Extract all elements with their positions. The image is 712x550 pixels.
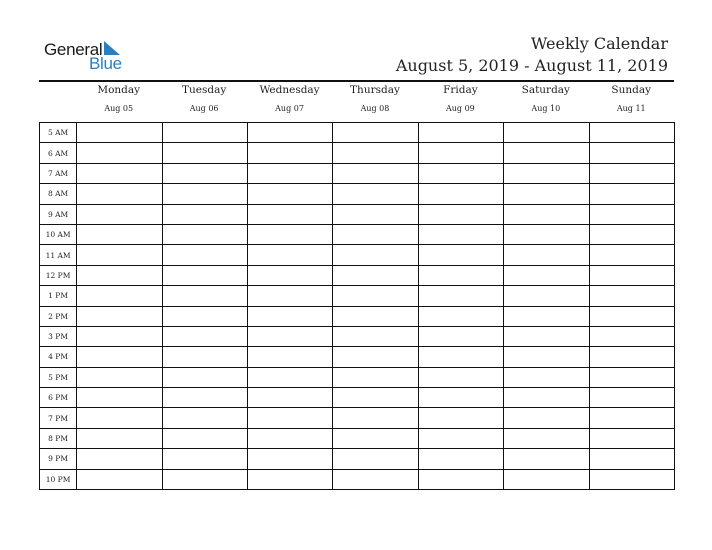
time-slot-saturday[interactable] [504, 408, 589, 428]
time-slot-friday[interactable] [418, 449, 503, 469]
time-slot-wednesday[interactable] [247, 143, 332, 163]
day-date: Aug 10 [531, 104, 561, 113]
time-slot-tuesday[interactable] [162, 469, 247, 489]
time-slot-saturday[interactable] [504, 286, 589, 306]
day-name: Friday [443, 84, 478, 96]
time-label: 5 PM [40, 367, 77, 387]
time-slot-tuesday[interactable] [162, 408, 247, 428]
day-date: Aug 05 [104, 104, 134, 113]
time-slot-tuesday[interactable] [162, 347, 247, 367]
time-slot-monday[interactable] [77, 428, 162, 448]
date-range: August 5, 2019 - August 11, 2019 [395, 56, 668, 75]
time-slot-sunday[interactable] [589, 204, 674, 224]
time-slot-thursday[interactable] [333, 367, 418, 387]
time-slot-friday[interactable] [418, 245, 503, 265]
time-slot-friday[interactable] [418, 265, 503, 285]
time-slot-wednesday[interactable] [247, 326, 332, 346]
day-header-wednesday [247, 82, 332, 120]
time-label: 7 PM [40, 408, 77, 428]
time-slot-monday[interactable] [77, 204, 162, 224]
time-slot-sunday[interactable] [589, 469, 674, 489]
time-slot-sunday[interactable] [589, 184, 674, 204]
day-headers [76, 82, 674, 120]
time-slot-thursday[interactable] [333, 449, 418, 469]
day-name: Tuesday [181, 84, 227, 96]
time-slot-wednesday[interactable] [247, 265, 332, 285]
time-row [40, 469, 675, 489]
time-label: 5 AM [40, 123, 77, 143]
time-slot-friday[interactable] [418, 143, 503, 163]
time-slot-monday[interactable] [77, 449, 162, 469]
time-slot-thursday[interactable] [333, 428, 418, 448]
time-row [40, 326, 675, 346]
page-title: Weekly Calendar [530, 34, 668, 53]
time-slot-monday[interactable] [77, 123, 162, 143]
time-slot-thursday[interactable] [333, 184, 418, 204]
time-slot-monday[interactable] [77, 143, 162, 163]
time-slot-saturday[interactable] [504, 245, 589, 265]
time-slot-sunday[interactable] [589, 408, 674, 428]
logo-triangle-icon [102, 41, 120, 55]
time-slot-saturday[interactable] [504, 449, 589, 469]
time-label: 11 AM [40, 245, 77, 265]
time-row [40, 286, 675, 306]
time-slot-wednesday[interactable] [247, 449, 332, 469]
time-slot-friday[interactable] [418, 184, 503, 204]
time-slot-monday[interactable] [77, 469, 162, 489]
time-slot-thursday[interactable] [333, 286, 418, 306]
time-slot-friday[interactable] [418, 367, 503, 387]
time-slot-saturday[interactable] [504, 428, 589, 448]
time-slot-monday[interactable] [77, 388, 162, 408]
time-slot-friday[interactable] [418, 224, 503, 244]
day-date: Aug 09 [446, 104, 475, 113]
time-row [40, 388, 675, 408]
time-slot-thursday[interactable] [333, 143, 418, 163]
time-slot-sunday[interactable] [589, 449, 674, 469]
time-label: 8 PM [40, 428, 77, 448]
time-row [40, 163, 675, 183]
time-slot-tuesday[interactable] [162, 449, 247, 469]
time-slot-friday[interactable] [418, 326, 503, 346]
time-slot-wednesday[interactable] [247, 306, 332, 326]
day-header-saturday [503, 82, 588, 120]
time-slot-thursday[interactable] [333, 326, 418, 346]
time-slot-wednesday[interactable] [247, 347, 332, 367]
time-slot-saturday[interactable] [504, 326, 589, 346]
time-slot-sunday[interactable] [589, 388, 674, 408]
time-slot-monday[interactable] [77, 184, 162, 204]
time-slot-wednesday[interactable] [247, 224, 332, 244]
time-slot-saturday[interactable] [504, 163, 589, 183]
day-header-tuesday [161, 82, 246, 120]
time-row [40, 306, 675, 326]
time-slot-tuesday[interactable] [162, 388, 247, 408]
time-slot-wednesday[interactable] [247, 388, 332, 408]
time-slot-saturday[interactable] [504, 347, 589, 367]
time-slot-sunday[interactable] [589, 265, 674, 285]
time-slot-monday[interactable] [77, 163, 162, 183]
time-slot-wednesday[interactable] [247, 123, 332, 143]
time-slot-thursday[interactable] [333, 245, 418, 265]
time-slot-saturday[interactable] [504, 265, 589, 285]
time-slot-sunday[interactable] [589, 123, 674, 143]
time-slot-monday[interactable] [77, 245, 162, 265]
time-row [40, 347, 675, 367]
time-label: 12 PM [40, 265, 77, 285]
time-slot-monday[interactable] [77, 347, 162, 367]
time-row [40, 184, 675, 204]
time-slot-wednesday[interactable] [247, 245, 332, 265]
time-slot-sunday[interactable] [589, 286, 674, 306]
time-slot-tuesday[interactable] [162, 184, 247, 204]
time-slot-tuesday[interactable] [162, 306, 247, 326]
time-slot-monday[interactable] [77, 286, 162, 306]
time-slot-tuesday[interactable] [162, 428, 247, 448]
time-slot-saturday[interactable] [504, 204, 589, 224]
time-slot-sunday[interactable] [589, 428, 674, 448]
time-slot-friday[interactable] [418, 347, 503, 367]
time-slot-saturday[interactable] [504, 388, 589, 408]
time-slot-wednesday[interactable] [247, 204, 332, 224]
time-slot-friday[interactable] [418, 163, 503, 183]
time-slot-friday[interactable] [418, 408, 503, 428]
time-slot-tuesday[interactable] [162, 326, 247, 346]
day-date: Aug 06 [189, 104, 219, 113]
day-name: Monday [97, 84, 141, 96]
time-label: 2 PM [40, 306, 77, 326]
time-row [40, 224, 675, 244]
time-label: 9 AM [40, 204, 77, 224]
time-slot-saturday[interactable] [504, 184, 589, 204]
time-slot-saturday[interactable] [504, 143, 589, 163]
time-slot-sunday[interactable] [589, 347, 674, 367]
time-slot-tuesday[interactable] [162, 265, 247, 285]
time-slot-saturday[interactable] [504, 224, 589, 244]
time-row [40, 265, 675, 285]
day-name: Wednesday [259, 84, 320, 96]
logo-text-blue: Blue [89, 54, 122, 73]
time-slot-saturday[interactable] [504, 469, 589, 489]
day-header-thursday [332, 82, 417, 120]
time-slot-tuesday[interactable] [162, 123, 247, 143]
time-row [40, 204, 675, 224]
time-slot-monday[interactable] [77, 326, 162, 346]
time-slot-friday[interactable] [418, 388, 503, 408]
time-slot-friday[interactable] [418, 428, 503, 448]
time-label: 8 AM [40, 184, 77, 204]
time-slot-sunday[interactable] [589, 326, 674, 346]
time-slot-tuesday[interactable] [162, 204, 247, 224]
day-date: Aug 07 [275, 104, 304, 113]
time-slot-sunday[interactable] [589, 245, 674, 265]
time-slot-thursday[interactable] [333, 224, 418, 244]
time-label: 9 PM [40, 449, 77, 469]
day-header-monday [76, 82, 161, 120]
time-slot-saturday[interactable] [504, 367, 589, 387]
time-slot-thursday[interactable] [333, 123, 418, 143]
time-slot-tuesday[interactable] [162, 286, 247, 306]
time-slot-thursday[interactable] [333, 265, 418, 285]
day-date: Aug 11 [616, 104, 646, 113]
time-label: 10 PM [40, 469, 77, 489]
time-slot-thursday[interactable] [333, 388, 418, 408]
time-slot-wednesday[interactable] [247, 469, 332, 489]
logo-text-general: General [44, 40, 103, 59]
time-slot-thursday[interactable] [333, 347, 418, 367]
time-label: 3 PM [40, 326, 77, 346]
time-slot-sunday[interactable] [589, 163, 674, 183]
time-slot-friday[interactable] [418, 306, 503, 326]
time-slot-thursday[interactable] [333, 204, 418, 224]
calendar-grid [39, 122, 675, 490]
day-date: Aug 08 [360, 104, 390, 113]
time-label: 1 PM [40, 286, 77, 306]
time-slot-wednesday[interactable] [247, 408, 332, 428]
time-row [40, 367, 675, 387]
time-row [40, 245, 675, 265]
time-slot-tuesday[interactable] [162, 245, 247, 265]
logo [44, 38, 134, 74]
time-slot-saturday[interactable] [504, 306, 589, 326]
time-label: 6 AM [40, 143, 77, 163]
time-slot-wednesday[interactable] [247, 367, 332, 387]
time-slot-tuesday[interactable] [162, 143, 247, 163]
time-slot-sunday[interactable] [589, 306, 674, 326]
page-title-block [396, 33, 668, 77]
day-name: Thursday [350, 84, 400, 96]
time-slot-monday[interactable] [77, 265, 162, 285]
time-row [40, 143, 675, 163]
time-row [40, 428, 675, 448]
day-name: Sunday [611, 84, 652, 96]
time-slot-wednesday[interactable] [247, 286, 332, 306]
time-slot-thursday[interactable] [333, 163, 418, 183]
day-header-sunday [589, 82, 674, 120]
time-slot-wednesday[interactable] [247, 163, 332, 183]
time-slot-sunday[interactable] [589, 224, 674, 244]
time-label: 4 PM [40, 347, 77, 367]
day-name: Saturday [521, 84, 570, 96]
time-slot-wednesday[interactable] [247, 428, 332, 448]
time-slot-tuesday[interactable] [162, 163, 247, 183]
time-slot-thursday[interactable] [333, 306, 418, 326]
time-slot-monday[interactable] [77, 367, 162, 387]
time-row [40, 408, 675, 428]
time-row [40, 123, 675, 143]
time-slot-tuesday[interactable] [162, 224, 247, 244]
day-header-friday [418, 82, 503, 120]
time-row [40, 449, 675, 469]
time-slot-friday[interactable] [418, 469, 503, 489]
time-slot-saturday[interactable] [504, 123, 589, 143]
time-slot-monday[interactable] [77, 224, 162, 244]
time-slot-sunday[interactable] [589, 143, 674, 163]
time-slot-friday[interactable] [418, 123, 503, 143]
time-slot-friday[interactable] [418, 286, 503, 306]
time-label: 6 PM [40, 388, 77, 408]
time-slot-tuesday[interactable] [162, 367, 247, 387]
time-label: 7 AM [40, 163, 77, 183]
time-label: 10 AM [40, 224, 77, 244]
time-slot-monday[interactable] [77, 306, 162, 326]
time-slot-monday[interactable] [77, 408, 162, 428]
time-slot-wednesday[interactable] [247, 184, 332, 204]
time-slot-thursday[interactable] [333, 408, 418, 428]
time-slot-thursday[interactable] [333, 469, 418, 489]
time-slot-friday[interactable] [418, 204, 503, 224]
time-slot-sunday[interactable] [589, 367, 674, 387]
